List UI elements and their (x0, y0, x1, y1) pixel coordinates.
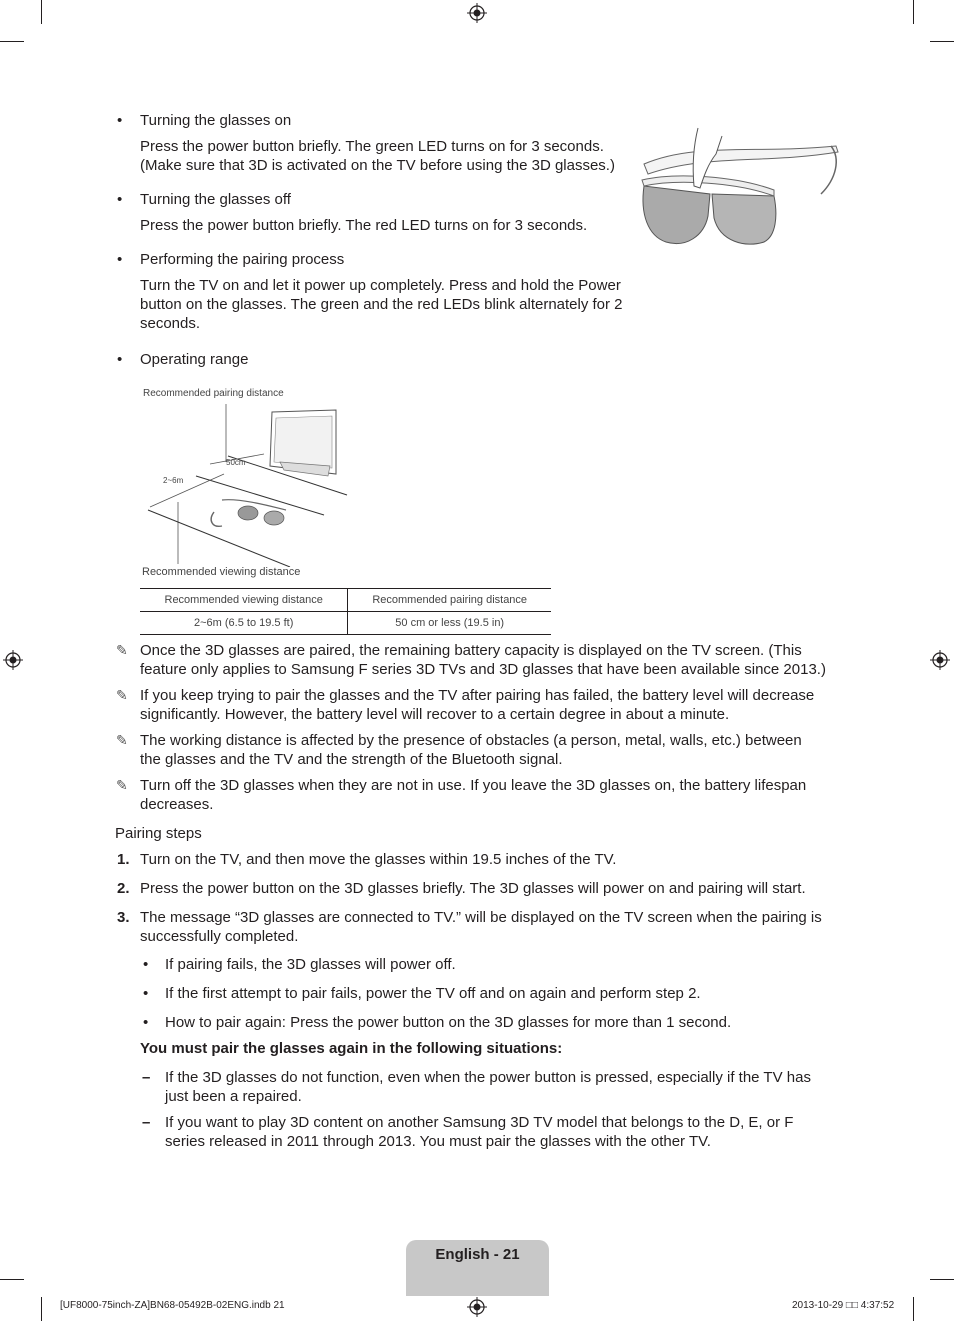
registration-mark-icon (930, 650, 950, 670)
footer-file-info: [UF8000-75inch-ZA]BN68-05492B-02ENG.indb 21 (60, 1300, 285, 1311)
situation-line: If the 3D glasses do not function, even when the power button is pressed, especially if the TV has (165, 1069, 811, 1086)
table-header: Recommended pairing distance (348, 589, 551, 612)
note-pencil-icon: ✎ (116, 777, 128, 793)
note-pencil-icon: ✎ (116, 687, 128, 703)
viewing-distance-value: 2~6m (163, 476, 184, 485)
bullet-icon: • (143, 956, 149, 973)
step-line: The message “3D glasses are connected to TV.” will be displayed on the TV screen when the pairing is (140, 909, 822, 926)
bullet-icon: • (117, 191, 123, 208)
note-line: significantly. However, the battery level will recover to a certain degree in about a minute. (140, 706, 730, 723)
operating-range-table (140, 588, 551, 635)
step-line: successfully completed. (140, 928, 299, 945)
section-body-line: Turn the TV on and let it power up completely. Press and hold the Power (140, 277, 621, 294)
bullet-icon: • (143, 985, 149, 1002)
table-row (140, 612, 551, 635)
situation-line: series released in 2011 through 2013. You must pair the glasses with the other TV. (165, 1133, 711, 1150)
page-number-tab (406, 1240, 549, 1296)
step-number: 1. (117, 851, 130, 868)
section-body-line: button on the glasses. The green and the red LEDs blink alternately for 2 (140, 296, 623, 313)
note-line: the glasses and the TV and the strength of the Bluetooth signal. (140, 751, 563, 768)
pairing-distance-label: Recommended pairing distance (143, 388, 284, 399)
note-line: The working distance is affected by the presence of obstacles (a person, metal, walls, etc.) between (140, 732, 802, 749)
viewing-distance-label: Recommended viewing distance (142, 566, 301, 578)
section-title: Operating range (140, 351, 249, 368)
bullet-icon: • (143, 1014, 149, 1031)
glasses-power-illustration (636, 124, 846, 254)
registration-mark-icon (467, 1297, 487, 1317)
pairing-distance-value: 50cm (226, 458, 246, 467)
step-line: Press the power button on the 3D glasses briefly. The 3D glasses will power on and pairing will start. (140, 880, 806, 897)
section-body-line: Press the power button briefly. The green LED turns on for 3 seconds. (140, 138, 604, 155)
step-line: Turn on the TV, and then move the glasses within 19.5 inches of the TV. (140, 851, 617, 868)
dash-icon: – (142, 1069, 151, 1086)
section-body-line: (Make sure that 3D is activated on the TV before using the 3D glasses.) (140, 157, 615, 174)
bullet-icon: • (117, 351, 123, 368)
bullet-icon: • (117, 251, 123, 268)
note-line: decreases. (140, 796, 214, 813)
section-title: Turning the glasses off (140, 191, 291, 208)
note-line: Turn off the 3D glasses when they are not in use. If you leave the 3D glasses on, the battery lifespan (140, 777, 807, 794)
situation-line: just been a repaired. (165, 1088, 302, 1105)
situation-line: If you want to play 3D content on another Samsung 3D TV model that belongs to the D, E, or F (165, 1114, 794, 1131)
section-title: Performing the pairing process (140, 251, 345, 268)
table-cell: 2~6m (6.5 to 19.5 ft) (140, 612, 348, 635)
note-pencil-icon: ✎ (116, 642, 128, 658)
note-line: Once the 3D glasses are paired, the remaining battery capacity is displayed on the TV screen. (This (140, 642, 802, 659)
registration-mark-icon (3, 650, 23, 670)
footer-timestamp: 2013-10-29 □□ 4:37:52 (792, 1300, 895, 1311)
note-line: feature only applies to Samsung F series 3D TVs and 3D glasses that have been available since 2013.) (140, 661, 826, 678)
bullet-icon: • (117, 112, 123, 129)
step-number: 2. (117, 880, 130, 897)
sub-bullet: If pairing fails, the 3D glasses will power off. (165, 956, 456, 973)
sub-bullet: How to pair again: Press the power button on the 3D glasses for more than 1 second. (165, 1014, 732, 1031)
table-cell: 50 cm or less (19.5 in) (348, 612, 551, 635)
page-label: English - 21 (435, 1246, 520, 1263)
table-header: Recommended viewing distance (140, 589, 348, 612)
step-number: 3. (117, 909, 130, 926)
note-pencil-icon: ✎ (116, 732, 128, 748)
note-line: If you keep trying to pair the glasses and the TV after pairing has failed, the battery level will decrease (140, 687, 815, 704)
section-title: Turning the glasses on (140, 112, 292, 129)
section-body-line: seconds. (140, 315, 201, 332)
pairing-steps-title: Pairing steps (115, 825, 202, 842)
dash-icon: – (142, 1114, 151, 1131)
sub-bullet: If the first attempt to pair fails, power the TV off and on again and perform step 2. (165, 985, 701, 1002)
registration-mark-icon (467, 3, 487, 23)
section-body-line: Press the power button briefly. The red LED turns on for 3 seconds. (140, 217, 588, 234)
situations-title: You must pair the glasses again in the following situations: (140, 1040, 563, 1057)
